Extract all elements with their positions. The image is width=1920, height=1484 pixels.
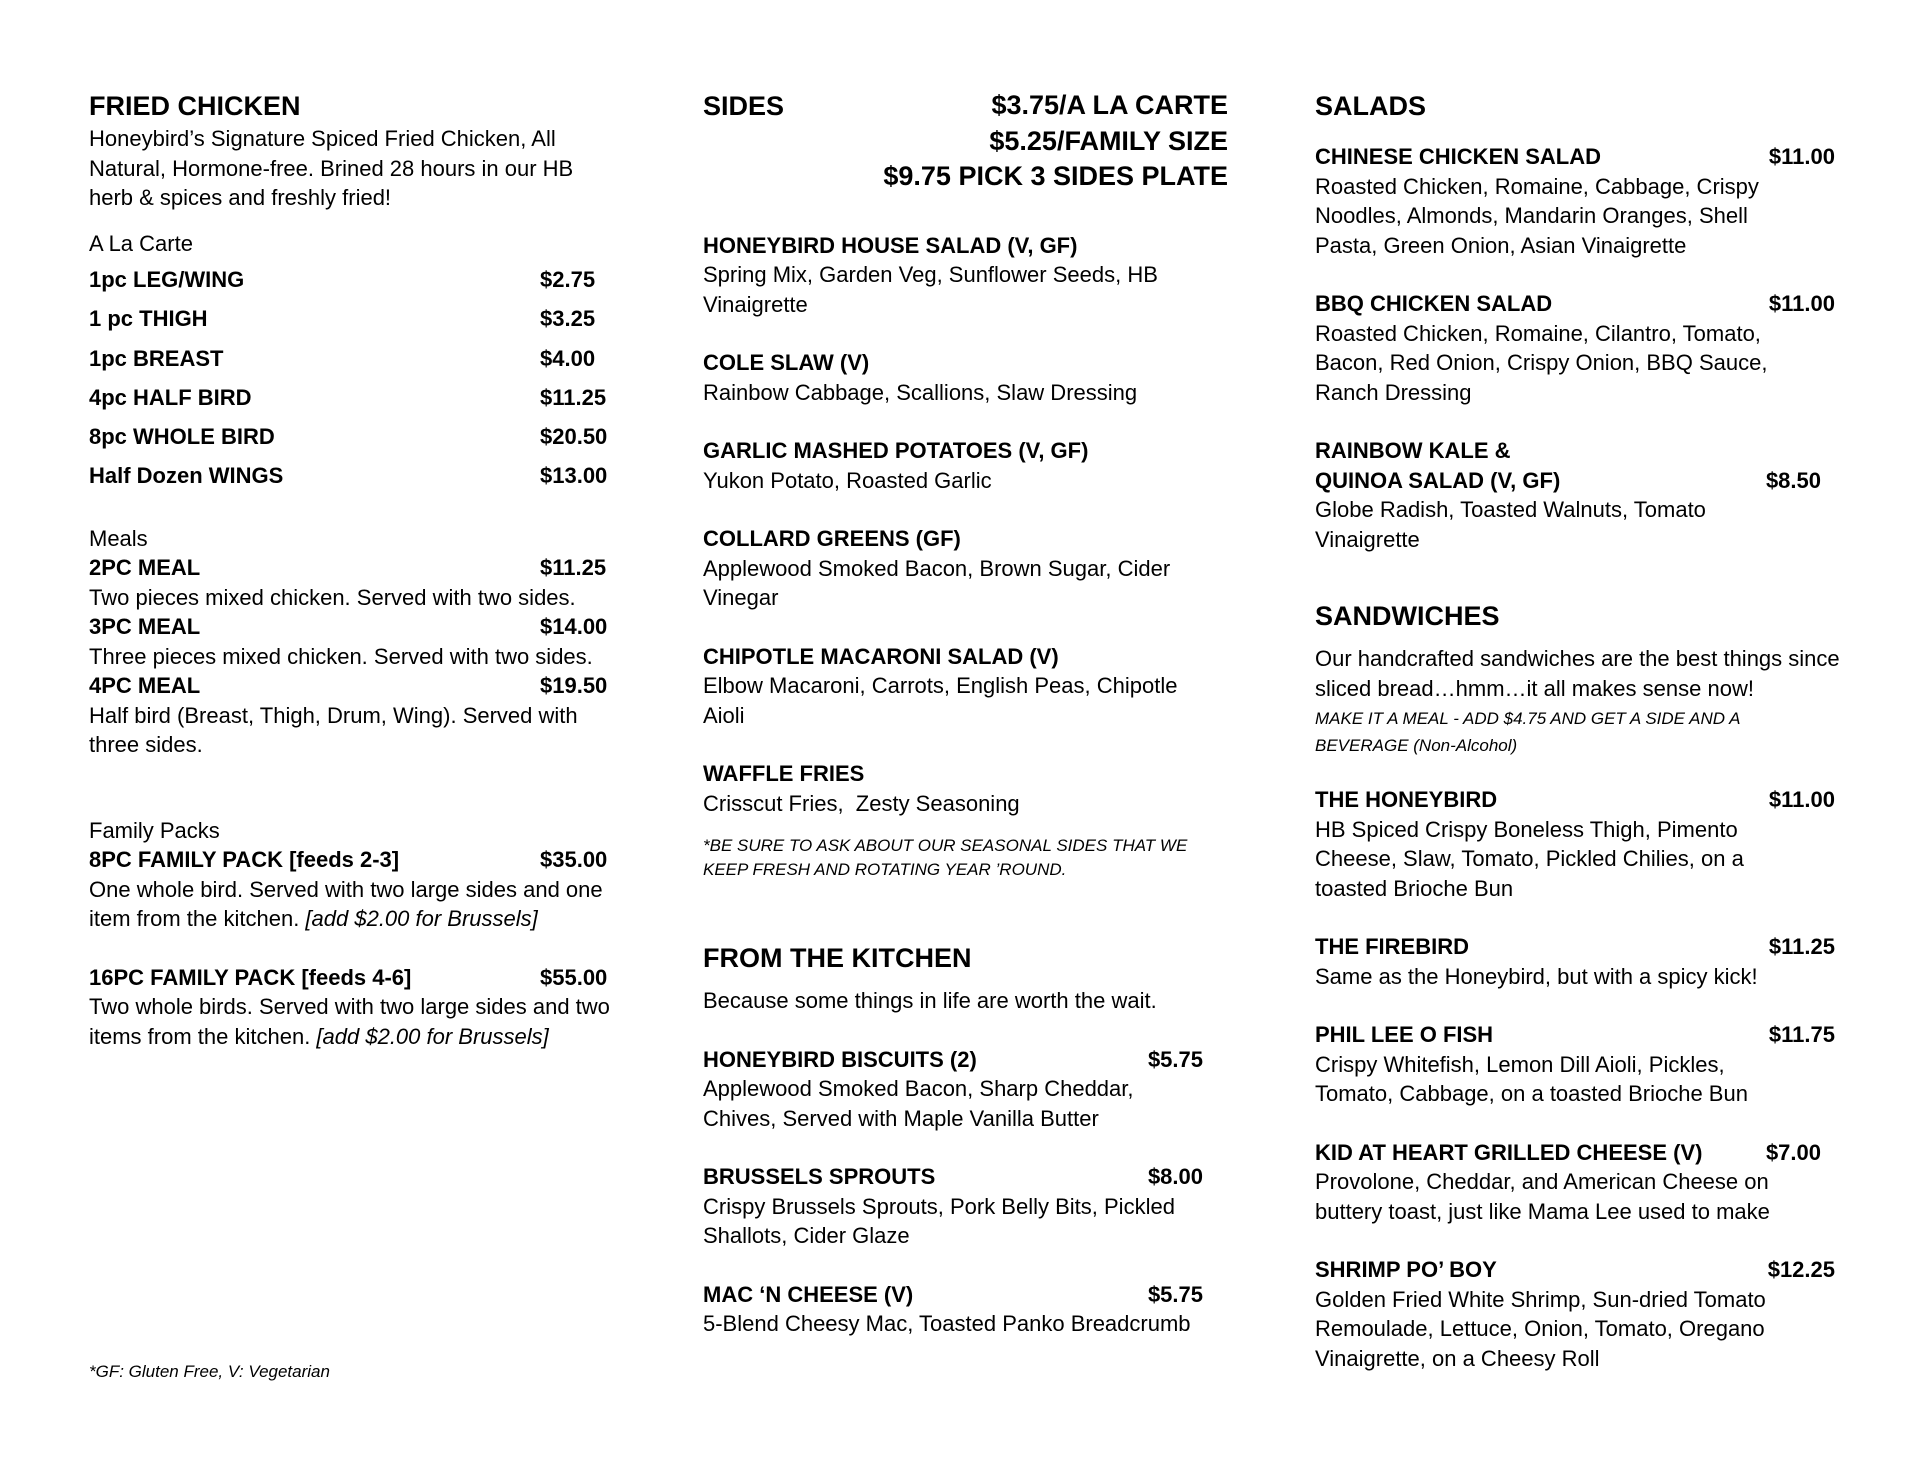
item-name: 1pc LEG/WING: [89, 267, 245, 292]
item-price: $55.00: [540, 964, 608, 990]
item-name: 4pc HALF BIRD: [89, 384, 252, 410]
fried-chicken-title: FRIED CHICKEN: [89, 91, 301, 121]
item-name: QUINOA SALAD (V, GF): [1315, 467, 1561, 493]
item-description: Provolone, Cheddar, and American Cheese on buttery toast, just like Mama Lee used to make: [1315, 1169, 1770, 1224]
item-price: $11.00: [1768, 144, 1835, 169]
item-name: HONEYBIRD HOUSE SALAD (V, GF): [703, 232, 1078, 258]
sides-header: [703, 88, 1228, 195]
item-name: COLLARD GREENS (GF): [703, 526, 961, 551]
item-description: Three pieces mixed chicken. Served with two sides.: [89, 643, 593, 669]
item-name: CHINESE CHICKEN SALAD: [1315, 144, 1602, 169]
menu-item: [89, 299, 614, 338]
kitchen-tagline: Because some things in life are worth the wait.: [703, 988, 1157, 1013]
item-price: $20.50: [540, 424, 608, 450]
item-description: HB Spiced Crispy Boneless Thigh, Pimento Cheese, Slaw, Tomato, Pickled Chilies, on a toasted Brioche Bun: [1315, 816, 1744, 901]
item-price: $35.00: [540, 847, 608, 873]
item-name: 8PC FAMILY PACK [feeds 2-3]: [89, 847, 400, 873]
salads-title: SALADS: [1315, 91, 1427, 121]
item-price: $2.75: [540, 267, 596, 292]
item-description: Crispy Whitefish, Lemon Dill Aioli, Pickles, Tomato, Cabbage, on a toasted Brioche Bun: [1315, 1051, 1748, 1106]
menu-item: [1315, 142, 1835, 172]
menu-item: [703, 1162, 1203, 1192]
item-name-row: [1315, 466, 1821, 496]
item-description: Roasted Chicken, Romaine, Cilantro, Tomato, Bacon, Red Onion, Crispy Onion, BBQ Sauce, Ranch Dressing: [1315, 320, 1768, 405]
item-description: Applewood Smoked Bacon, Brown Sugar, Cider Vinegar: [703, 555, 1171, 610]
item-price: $8.50: [1765, 467, 1821, 493]
item-description: 5-Blend Cheesy Mac, Toasted Panko Breadcrumb: [703, 1311, 1191, 1336]
item-name: KID AT HEART GRILLED CHEESE (V): [1315, 1139, 1703, 1165]
kitchen-list: [703, 1045, 1248, 1339]
side-item: [703, 436, 1248, 495]
family-packs-list: [89, 845, 614, 1051]
menu-item: [89, 671, 614, 701]
menu-item: [89, 456, 614, 495]
item-name: 16PC FAMILY PACK [feeds 4-6]: [89, 964, 412, 990]
item-price: $11.25: [540, 555, 607, 581]
item-name: PHIL LEE O FISH: [1315, 1022, 1494, 1047]
side-item: [703, 348, 1248, 407]
item-name: 1 pc THIGH: [89, 306, 208, 332]
item-note: [add $2.00 for Brussels]: [316, 1023, 549, 1049]
item-price: $11.25: [1768, 934, 1835, 959]
item-description: Globe Radish, Toasted Walnuts, Tomato Vinaigrette: [1315, 497, 1706, 552]
item-price: $19.50: [540, 673, 608, 699]
item-price: $11.75: [1768, 1022, 1835, 1047]
item-name: 3PC MEAL: [89, 614, 201, 640]
item-note: [add $2.00 for Brussels]: [305, 906, 538, 932]
family-packs-label: Family Packs: [89, 817, 220, 843]
menu-item: [89, 612, 614, 642]
salads-sandwiches-column: [1315, 88, 1845, 1373]
item-description: Rainbow Cabbage, Scallions, Slaw Dressing: [703, 379, 1138, 405]
menu-item: [1315, 932, 1835, 962]
make-it-a-meal-note: MAKE IT A MEAL - ADD $4.75 AND GET A SIDE AND A BEVERAGE (Non-Alcohol): [1315, 709, 1740, 755]
item-name: 4PC MEAL: [89, 673, 201, 699]
item-description: Two pieces mixed chicken. Served with two sides.: [89, 584, 576, 610]
item-name: THE HONEYBIRD: [1315, 787, 1498, 812]
item-price: $11.25: [540, 384, 607, 410]
item-name: MAC ‘N CHEESE (V): [703, 1281, 914, 1307]
sides-price-line: $3.75/A LA CARTE: [991, 90, 1228, 120]
item-price: $13.00: [540, 463, 608, 489]
meals-list: [89, 553, 614, 760]
sandwiches-list: [1315, 785, 1845, 1373]
item-description: Golden Fried White Shrimp, Sun-dried Tomato Remoulade, Lettuce, Onion, Tomato, Oregano Vinaigrette, on a Cheesy Roll: [1315, 1286, 1766, 1371]
item-price: $14.00: [540, 614, 608, 640]
item-description: [89, 992, 614, 1051]
item-name: SHRIMP PO’ BOY: [1315, 1257, 1497, 1282]
salads-list: [1315, 142, 1845, 554]
item-price: $11.00: [1768, 291, 1835, 316]
meals-label: Meals: [89, 525, 148, 551]
menu-item: [89, 339, 614, 378]
item-price: $5.75: [1147, 1281, 1203, 1307]
menu-item: [89, 260, 614, 299]
item-name: Half Dozen WINGS: [89, 463, 284, 489]
item-description: Yukon Potato, Roasted Garlic: [703, 467, 992, 493]
menu-item: [703, 1045, 1203, 1075]
menu-item: [1315, 436, 1845, 554]
item-price: $11.00: [1768, 787, 1835, 812]
item-name: BRUSSELS SPROUTS: [703, 1164, 936, 1189]
menu-item: [1315, 289, 1835, 319]
item-price: $12.25: [1767, 1257, 1835, 1282]
menu-item: [89, 963, 614, 993]
sides-title: SIDES: [703, 91, 785, 121]
a-la-carte-label: A La Carte: [89, 230, 193, 256]
sides-kitchen-column: [703, 88, 1248, 1339]
item-price: $3.25: [540, 306, 596, 332]
item-description-text: Two whole birds. Served with two large sides and two items from the kitchen.: [89, 994, 610, 1049]
item-name: 8pc WHOLE BIRD: [89, 424, 275, 450]
item-description: Crispy Brussels Sprouts, Pork Belly Bits, Pickled Shallots, Cider Glaze: [703, 1193, 1175, 1248]
menu-item: [89, 845, 614, 875]
item-price: $7.00: [1765, 1139, 1821, 1165]
item-description: [89, 875, 614, 934]
item-name: BBQ CHICKEN SALAD: [1315, 291, 1553, 316]
kitchen-title: FROM THE KITCHEN: [703, 943, 972, 973]
item-price: $5.75: [1147, 1046, 1203, 1072]
item-name: HONEYBIRD BISCUITS (2): [703, 1046, 977, 1072]
side-item: [703, 759, 1248, 818]
a-la-carte-list: [89, 260, 614, 496]
side-item: [703, 231, 1248, 320]
item-name: CHIPOTLE MACARONI SALAD (V): [703, 643, 1059, 669]
fried-chicken-column: [89, 88, 649, 1051]
item-description: Roasted Chicken, Romaine, Cabbage, Crispy Noodles, Almonds, Mandarin Oranges, Shell Pasta, Green Onion, Asian Vinaigrette: [1315, 173, 1759, 258]
seasonal-sides-note: *BE SURE TO ASK ABOUT OUR SEASONAL SIDES THAT WE KEEP FRESH AND ROTATING YEAR ’ROUND.: [703, 836, 1188, 879]
item-description: Same as the Honeybird, but with a spicy kick!: [1315, 963, 1758, 989]
sandwiches-title: SANDWICHES: [1315, 601, 1500, 631]
sandwiches-tagline: Our handcrafted sandwiches are the best things since sliced bread…hmm…it all makes sense now!: [1315, 646, 1840, 701]
menu-item: [89, 378, 614, 417]
item-name: WAFFLE FRIES: [703, 761, 865, 786]
item-description-text: One whole bird. Served with two large sides and one item from the kitchen.: [89, 876, 603, 932]
menu-item: [1315, 1255, 1835, 1285]
menu-item: [1315, 1138, 1821, 1168]
menu-item: [703, 1280, 1203, 1310]
sides-price-line: $5.25/FAMILY SIZE: [989, 125, 1228, 156]
menu-item: [1315, 785, 1835, 815]
fried-chicken-description: Honeybird’s Signature Spiced Fried Chicken, All Natural, Hormone-free. Brined 28 hours in our HB herb & spices and freshly fried!: [89, 126, 574, 210]
item-price: $4.00: [540, 345, 596, 371]
side-item: [703, 642, 1248, 731]
item-description: Crisscut Fries, Zesty Seasoning: [703, 790, 1020, 816]
item-name: 2PC MEAL: [89, 555, 201, 581]
item-name: RAINBOW KALE &: [1315, 438, 1511, 463]
dietary-footnote: *GF: Gluten Free, V: Vegetarian: [89, 1362, 330, 1381]
item-description: Elbow Macaroni, Carrots, English Peas, Chipotle Aioli: [703, 673, 1178, 728]
item-description: Spring Mix, Garden Veg, Sunflower Seeds, HB Vinaigrette: [703, 262, 1158, 317]
item-name: THE FIREBIRD: [1315, 934, 1469, 959]
item-name: 1pc BREAST: [89, 345, 224, 371]
item-description: Half bird (Breast, Thigh, Drum, Wing). Served with three sides.: [89, 702, 578, 758]
item-price: $8.00: [1147, 1164, 1203, 1189]
item-description: Applewood Smoked Bacon, Sharp Cheddar, Chives, Served with Maple Vanilla Butter: [703, 1076, 1134, 1131]
sides-prices: [883, 88, 1228, 195]
side-item: [703, 524, 1248, 613]
item-name: GARLIC MASHED POTATOES (V, GF): [703, 438, 1089, 463]
sides-price-line: $9.75 PICK 3 SIDES PLATE: [883, 161, 1228, 191]
sides-list: [703, 231, 1248, 819]
menu-item: [89, 553, 614, 583]
item-name: COLE SLAW (V): [703, 350, 870, 375]
menu-item: [89, 417, 614, 456]
menu-item: [1315, 1020, 1835, 1050]
